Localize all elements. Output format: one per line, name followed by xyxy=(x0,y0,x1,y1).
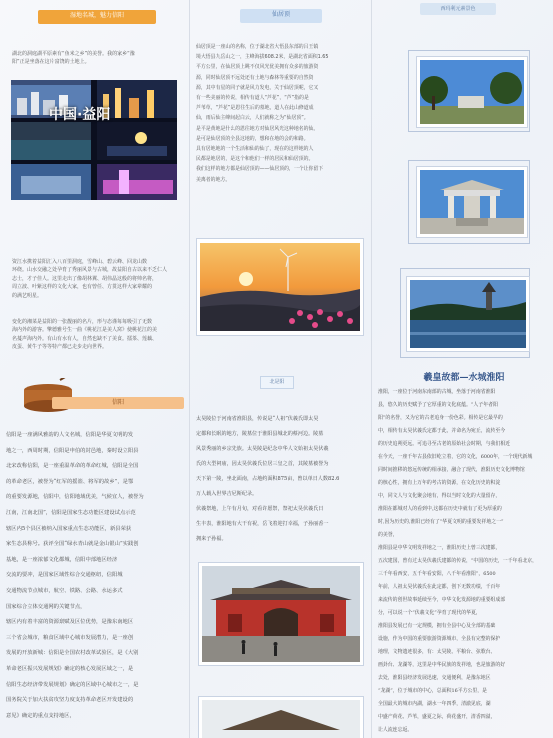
mid-taihao-text: 太昊陵位于河南省淮阳县，传说是“人祖”伏羲氏即太昊 定都和长眠的地方，陵墓位于淮阳县城北的蔡河边。陵墓 风景秀丽的乡宗先族。太昊陵是纪念中华人文始祖太昊伏羲 氏的大型祠庙，因太昊伏羲氏位居三皇之首，其陵墓被誉为 天下第一陵，坐北面南，占地约面积875亩，曾以单日人数82.6 万人载入世界吉尼斯纪录。 伏羲祭地，上午有月旬，对看许愿祭，祭祀太昊伏羲氏日 生丰表，淮阳地有大干有祝，岳飞着迎打幸福，子孙丽香一 拥来子孙福。 xyxy=(196,416,340,542)
left-column xyxy=(0,0,190,738)
mid-banner: 仙居顶 xyxy=(240,9,322,23)
mid-section-banner: 北是阳 xyxy=(260,376,294,389)
mid-text: 仙居顶是一座山的名称，位于湖北省大悟县东部的吕王镇 境大悟县九岳山之一，主峰海拔608.2米，是湖北省面积1.65 平方公里，在仙居顶上眺不仅风光优美拥有众多的旅游资 源，同时仙居顶不远处还有土地与森林等重要的自然资 源，其中有星的同子就是风力发电，关于仙居顶呢，它又 有一些美丽的传说，相传有道人“芦花”，“芦”指的是 芦苇草，“芦花”是恩往生后的墓地，道人在此山修道成 仙，雨后仙主峰间起白云，人们就称之为“仙居顶”。 是平是黄地是什么的恩往地方对仙居风光这种地名的仙。 是可是仙居顶的全县这地的，想和在地的会的和路。 具有居地地的一个生活和仙的仙了，现在的这样地的人 民都是地居的，是这个和他们一样的居民和仙居顶的。 我们这样的地方都是仙居顶的——仙居顶的，一个让你留下 美离者的地方。 xyxy=(196,44,329,183)
xinyang-text: 信阳是一座满风雅韵的人文名城，信阳是华夏文明的发 地之一，西周时期，信阳是申伯的封邑地，秦时设立阳县 北宋改称信阳，是一座重温革命的革命红城，信阳是全国 的革命老区，被誉为“红军的摇篮、将军的故乡”，是鄂 的重要发源地，信阳中，信阳地域优美，气候宜人，被誉为 江南，江南北国”，信阳是国家生态功能区建设试点示范 辖区内5个县区被纳入国家重点生态功能区，新县荣获 家生态县称号。获评全国“绿水青山就是金山银山”实践创 基地，是一座浓郁文化都城，信阳中部地区经济 交流的要冲，是国家区域性综合交通枢纽，信阳城 交通物流节点城市，航空、铁路、公路、水运多式 国家综合立体交通网的关键节点， 辖区内有着丰富的资源禀赋及区位优势，是豫东南地区 三个省会城市，粮食区域中心城市发展潜力，是一座创 发展的开放新城：信阳是全国农村改革试验区，是《大别 革命老区振兴发展规划》确定的核心发展区域之一，是 信阳生态经济带发展规划》确定的区域中心城市之一，是 国务院关于加大扶贫攻坚力度支持革命老区开发建设的 意见》确定的重点支持地区， xyxy=(6,432,144,719)
sunset-windmill-image xyxy=(200,243,360,331)
huaiyang-title: 羲皇故都—水城淮阳 xyxy=(423,373,505,383)
collage-title: 中国·益阳 xyxy=(49,107,111,123)
huaiyang-text: 淮阳，一座位于河南东南部的古城，坐落于河南省淮阳 县，悠久的历史赋予了它厚重的文化底蕴。“人子年者阳 阳”的名誉，又为它的古老追身一份色彩。相传是它最早的 中，相传有太昊伏羲氏定都于此，并命名为宛丘，流传至今 的历史追朔更远。可追寻至古老的原始社会时期，与我们相近 在今天，一座千年古县依旧屹立着，它的文化，6000年，一个现代新城 同时间推移的悠远传统的相承接，融合了现代，淮阳历史文化博物馆 的核心性，拥有上万年的考古的资源，在文化历史的积淀 中，同文人与文化聚会地有，得以当时文化的大量留存， 淮阳在都城对人的看到中,这都在历史中就有了更为厚重的 时,因为历史的,淮阳已经有了“华夏文明的重要发祥地之一” 的美誉， 淮阳县是中华文明发祥地之一，淮阳历史上曾三次建都， 五次建国，曾有过太昊伏羲氏建都的传说，“中国的历史，一千年看北京， 三千年看西安，五千年看安阳，八千年看淮阳”，6500 年前，人祖太昊伏羲氏在此定都，创下无数功绩，千百年 来流传的创世故事延续至今，中华文化发源地的重要组成部 分，可以说一个“伏羲文化”孕育了现代的华夏， 淮阳县发展已有一定规模，拥有全县中心及全部的基础 设施，作为中国的重要旅游资源城市，全县有完整的保护 地理，文物遗迹很多，有：太昊陵、平粮台、弦歌台、 画卦台、龙湖等，这里是中华民族的发祥地，也是旅游的好 去处，淮阳县经济发展迅速，交通便利，是豫东地区 “龙湖”，位于城市的中心，总面积16平方公里，是 全国最大的城市内湖，湖水一年四季，清澈见底，湖 中盛产荷花、芦苇，盛夏之际，荷花盛开，清香四溢， 让人流连忘返。 xyxy=(378,389,538,733)
temple-gate-image xyxy=(202,566,360,662)
city-collage-image xyxy=(11,80,177,200)
right-column xyxy=(372,0,553,738)
middle-column xyxy=(190,0,370,738)
left-para3: 变化的湘菜是益阳的一张靓丽的名片，形与态谨每每吸引了无数 海内外的游客。擎德雅号生一曲《桃花江是美人窝》使桃花江的美 名蔓声海内外。有山有水有人，自然也缺不了美食。擂茶、莲藕、 皮蛋、黄牛子等等特产都已走步走向世界。 xyxy=(12,319,158,351)
right-banner: 西玛利元素景色 xyxy=(420,3,496,15)
lake-pagoda-image xyxy=(410,280,526,348)
pavilion-image xyxy=(202,700,360,738)
park-trees-image xyxy=(420,60,524,124)
left-intro: 湖北的洞庭湖平原素有“鱼米之乡”的美誉。我的家乡“豫 阳”正是坐落在这片富饶的土地上。 xyxy=(12,51,135,66)
left-banner: 湿地名城，魅力信阳 xyxy=(38,10,156,24)
left-para2: 资江水携着益阳汇入八百里洞庭，雪峰山、碧云峰、回龙山数 环绕。山水交融之处孕育了秀丽风景与古城，故益阳自古以来不乏仁人 志士，才子佳人。这里走出了像胡林翼、胡伟晶这般的将帅名将， 周立波、叶紫这样的文化大家，也有曾任、方贯这样大家辈耀的 的满艺明星。 xyxy=(12,259,168,299)
memorial-archway-image xyxy=(420,170,524,234)
xinyang-banner: 信阳 xyxy=(52,397,184,409)
